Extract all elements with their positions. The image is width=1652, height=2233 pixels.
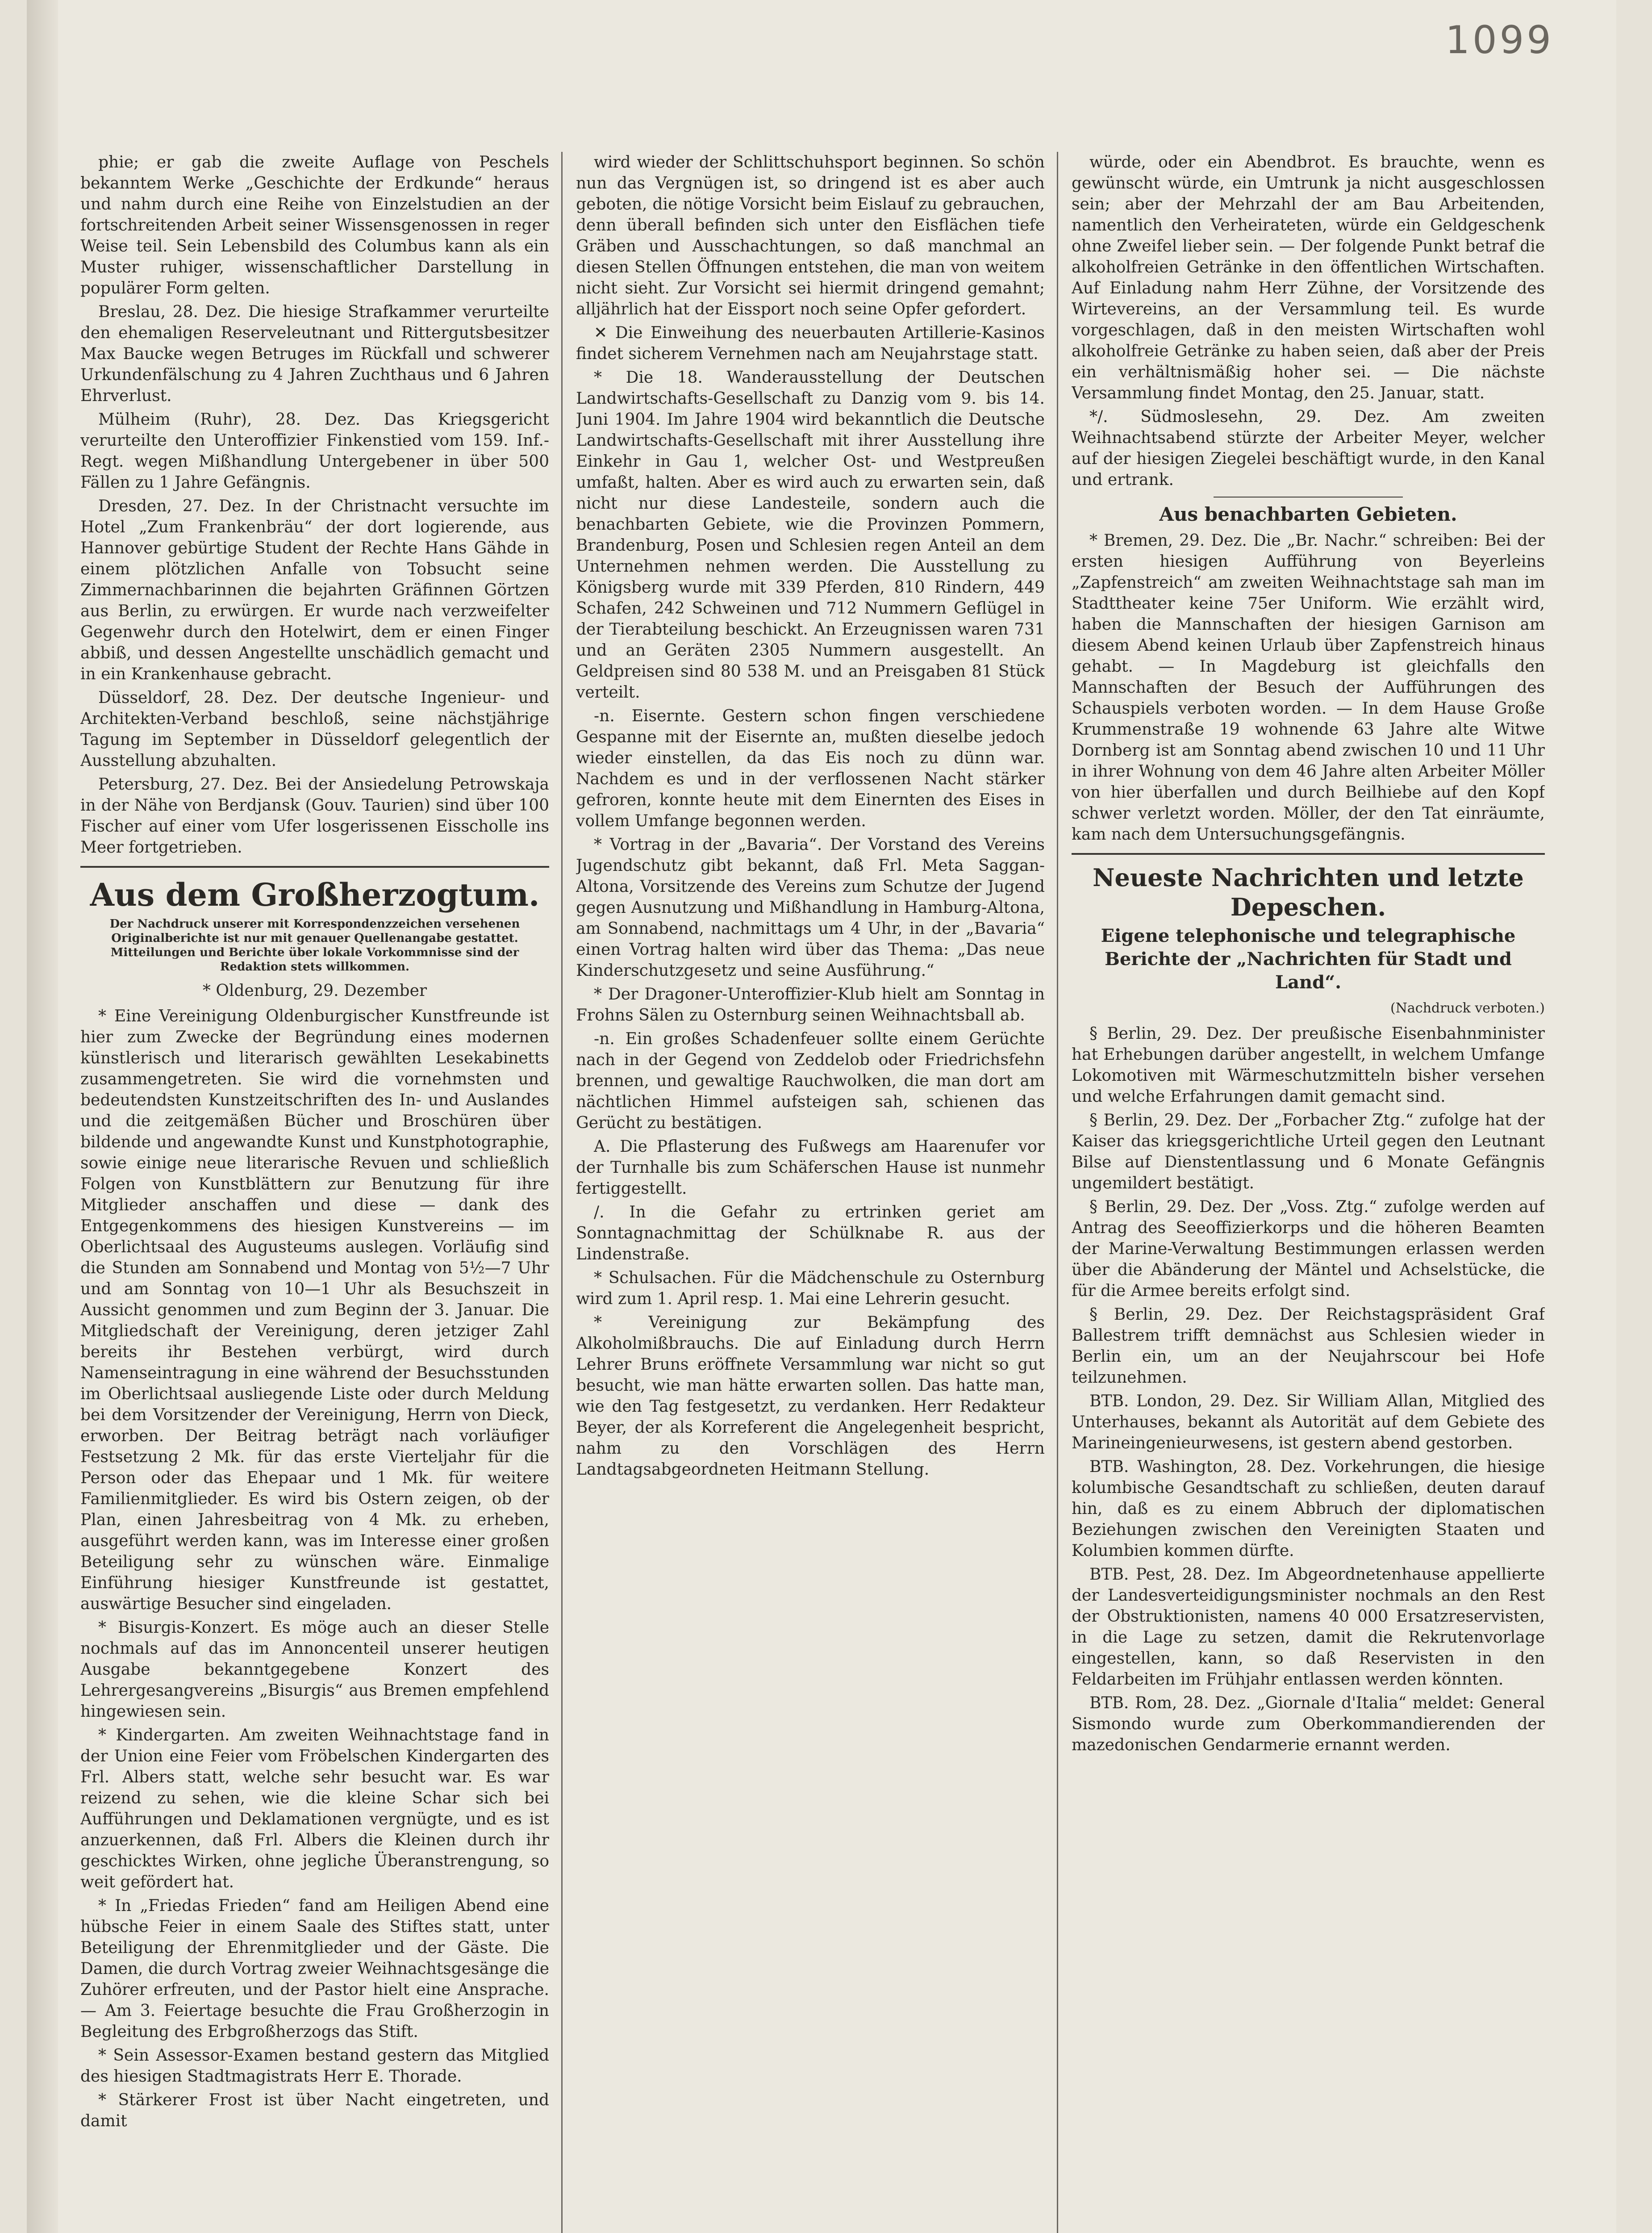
- paragraph: Düsseldorf, 28. Dez. Der deutsche Ingenieur- und Architekten-Verband beschloß, seine nächstjährige Tagung im September in Düsseldorf gelegentlich der Ausstellung abzuhalten.: [80, 689, 549, 770]
- paragraph: phie; er gab die zweite Auflage von Peschels bekanntem Werke „Geschichte der Erdkunde“ heraus und nahm durch eine Reihe von Einzelstudien an der fortschreitenden Arbeit seiner Wissensgenossen in reger Weise teil. Sein Lebensbild des Columbus kann als ein Muster ruhiger, wissenschaftlicher Darstellung in populärer Form gelten.: [80, 153, 549, 297]
- paragraph: Mülheim (Ruhr), 28. Dez. Das Kriegsgericht verurteilte den Unteroffizier Finkenstied vom 159. Inf.-Regt. wegen Mißhandlung Untergebener in über 500 Fällen zu 1 Jahre Gefängnis.: [80, 410, 549, 492]
- paragraph: * Der Dragoner-Unteroffizier-Klub hielt am Sonntag in Frohns Sälen zu Osternburg seinen Weihnachtsball ab.: [576, 985, 1045, 1025]
- section-divider: [1072, 853, 1545, 855]
- reprint-note: (Nachdruck verboten.): [1390, 1000, 1545, 1016]
- paragraph: -n. Eisernte. Gestern schon fingen verschiedene Gespanne mit der Eisernte an, mußten dieselbe jedoch wieder einstellen, da das Eis noch zu dünn war. Nachdem es und in der verflossenen Nacht stärker gefroren, konnte heute mit dem Einernten des Eises in vollem Umfange begonnen werden.: [576, 707, 1045, 830]
- page-binding: [27, 0, 58, 2233]
- news-item: BTB. Pest, 28. Dez. Im Abgeordnetenhause appellierte der Landesverteidigungsminister nochmals an den Rest der Obstruktionisten, namens 40 000 Ersatzreservisten, in die Lage zu setzen, damit die Rekrutenvorlage eingestellen, kann, so daß Reservisten in den Feldarbeiten im Frühjahr entlassen werden könnten.: [1072, 1565, 1545, 1689]
- paragraph: * Vereinigung zur Bekämpfung des Alkoholmißbrauchs. Die auf Einladung durch Herrn Lehrer Bruns eröffnete Versammlung war nicht so gut besucht, wie man hätte erwarten sollen. Das hatte man, wie den Tag festgesetzt, zu verdanken. Herr Redakteur Beyer, der als Korreferent die Angelegenheit bespricht, nahm zu den Vorschlägen des Herrn Landtagsabgeordneten Heitmann Stellung.: [576, 1313, 1045, 1479]
- news-title: Neueste Nachrichten und letzte Depeschen.: [1093, 863, 1524, 921]
- article: * Bisurgis-Konzert. Es möge auch an dieser Stelle nochmals auf das im Annoncenteil unserer heutigen Ausgabe bekanntgegebene Konzert des Lehrergesangvereins „Bisurgis“ aus Bremen empfehlend hingewiesen sein.: [80, 1618, 549, 1721]
- dateline: * Oldenburg, 29. Dezember: [202, 982, 427, 1000]
- paragraph: Breslau, 28. Dez. Die hiesige Strafkammer verurteilte den ehemaligen Reserveleutnant und Rittergutsbesitzer Max Baucke wegen Betruges im Rückfall und schwerer Urkundenfälschung zu 4 Jahren Zuchthaus und 6 Jahren Ehrverlust.: [80, 303, 549, 405]
- paragraph: * Die 18. Wanderausstellung der Deutschen Landwirtschafts-Gesellschaft zu Danzig vom 9. bis 14. Juni 1904. Im Jahre 1904 wird bekanntlich die Deutsche Landwirtschafts-Gesellschaft mit ihrer Ausstellung ihre Einkehr in Gau 1, welcher Ost- und Westpreußen umfaßt, halten. Aber es wird auch zu erwarten sein, daß nicht nur diese Landesteile, sondern auch die benachbarten Gebiete, wie die Provinzen Pommern, Brandenburg, Posen und Schlesien regen Anteil an dem Unternehmen nehmen werden. Die Ausstellung zu Königsberg wurde mit 339 Pferden, 810 Rindern, 449 Schafen, 242 Schweinen und 712 Nummern Geflügel in der Tierabteilung beschickt. An Erzeugnissen waren 731 und an Geräten 2305 Nummern ausgestellt. An Geldpreisen sind 80 538 M. und an Preisgaben 81 Stück verteilt.: [576, 368, 1045, 702]
- paragraph: /. In die Gefahr zu ertrinken geriet am Sonntagnachmittag der Schülknabe R. aus der Lindenstraße.: [576, 1203, 1045, 1263]
- article: * Eine Vereinigung Oldenburgischer Kunstfreunde ist hier zum Zwecke der Begründung eines modernen künstlerisch und literarisch gewählten Lesekabinetts zusammengetreten. Sie wird die vornehmsten und bedeutendsten Kunstzeitschriften des In- und Auslandes und die zeitgemäßen Bücher und Broschüren über bildende und angewandte Kunst und Kunstphotographie, sowie einige neue literarische Revuen und schließlich Folgen von Kunstblättern zur Benutzung für ihre Mitglieder anschaffen und diese — dank des Entgegenkommens des hiesigen Kunstvereins — im Oberlichtsaal des Augusteums auslegen. Vorläufig sind die Stunden am Sonnabend und Montag von 5½—7 Uhr und am Sonntag von 10—1 Uhr als Besuchszeit in Aussicht genommen und zum Beginn der 3. Januar. Die Mitgliedschaft der Vereinigung, deren jetziger Zahl bereits ihr Bestehen verbürgt, wird durch Namenseintragung in eine während der Besuchsstunden im Oberlichtsaal ausliegende Liste oder durch Meldung bei dem Vorsitzender der Vereinigung, Herrn von Dieck, erworben. Der Beitrag beträgt nach vorläufiger Festsetzung 2 Mk. für das erste Vierteljahr für die Person oder das Ehepaar und 1 Mk. für weitere Familienmitglieder. Es wird bis Ostern zeigen, ob der Plan, einen Jahresbeitrag von 4 Mk. zu erheben, ausgeführt werden kann, was im Interesse einer großen Beteiligung sehr zu wünschen wäre. Einmalige Einführung hiesiger Kunstfreunde ist gestattet, auswärtige Besucher sind eingeladen.: [80, 1007, 549, 1613]
- news-item: § Berlin, 29. Dez. Der Reichstagspräsident Graf Ballestrem trifft demnächst aus Schlesien wieder in Berlin ein, um an der Neujahrscour bei Hofe teilzunehmen.: [1072, 1305, 1545, 1387]
- news-item: BTB. Rom, 28. Dez. „Giornale d'Italia“ meldet: General Sismondo wurde zum Oberkommandierenden der mazedonischen Gendarmerie ernannt werden.: [1072, 1694, 1545, 1754]
- paragraph: ✕ Die Einweihung des neuerbauten Artillerie-Kasinos findet sicherem Vernehmen nach am Neujahrstage statt.: [576, 324, 1045, 363]
- column-rule: [1057, 152, 1058, 2233]
- section-subtitle: Der Nachdruck unserer mit Korrespondenzzeichen versehenen Originalberichte ist nur mit genauer Quellenangabe gestattet. Mitteilungen und Berichte über lokale Vorkommnisse sind der Redaktion stets willkommen.: [109, 917, 520, 974]
- paragraph: -n. Ein großes Schadenfeuer sollte einem Gerüchte nach in der Gegend von Zeddelob oder Friedrichsfehn brennen, und gewaltige Rauchwolken, die man dort am nächtlichen Himmel aufsteigen sah, schienen das Gerücht zu bestätigen.: [576, 1030, 1045, 1132]
- article: * Bremen, 29. Dez. Die „Br. Nachr.“ schreiben: Bei der ersten hiesigen Aufführung von Beyerleins „Zapfenstreich“ am zweiten Weihnachtstage sah man im Stadttheater keine 75er Uniform. Wie erzählt wird, haben die Mannschaften der hiesigen Garnison am diesem Abend keinen Urlaub über Zapfenstreich hinaus gehabt. — In Magdeburg ist gleichfalls den Mannschaften der Besuch der Aufführungen des Schauspiels verboten worden. — In dem Hause Große Krummenstraße 19 wohnende 63 Jahre alte Witwe Dornberg ist am Sonntag abend zwischen 10 und 11 Uhr in ihrer Wohnung von dem 46 Jahre alten Arbeiter Möller von hier überfallen und durch Beilhiebe auf den Kopf schwer verletzt worden. Möller, der den Tat einräumte, kam nach dem Untersuchungsgefängnis.: [1072, 531, 1545, 844]
- section-divider: [80, 866, 549, 868]
- news-item: § Berlin, 29. Dez. Der „Voss. Ztg.“ zufolge werden auf Antrag des Seeoffizierkorps und die höheren Beamten der Marine-Verwaltung Bestimmungen erlassen werden über die Abänderung der Mäntel und Achselstücke, die für die Armee bereits erfolgt sind.: [1072, 1198, 1545, 1300]
- newspaper-page: [27, 0, 1616, 2233]
- article: * Sein Assessor-Examen bestand gestern das Mitglied des hiesigen Stadtmagistrats Herr E. Thorade.: [80, 2046, 549, 2086]
- article: * Kindergarten. Am zweiten Weihnachtstage fand in der Union eine Feier vom Fröbelschen Kindergarten des Frl. Albers statt, welche sehr besucht war. Es war reizend zu sehen, wie die kleine Schar sich bei Aufführungen und Deklamationen vergnügte, und es ist anzuerkennen, daß Frl. Albers die Kleinen durch ihr geschicktes Wirken, ohne jegliche Überanstrengung, so weit gefördert hat.: [80, 1726, 549, 1891]
- paragraph: * Vortrag in der „Bavaria“. Der Vorstand des Vereins Jugendschutz gibt bekannt, daß Frl. Meta Saggan-Altona, Vorsitzende des Vereins zum Schutze der Jugend gegen Ausnutzung und Mißhandlung in Hamburg-Altona, am Sonnabend, nachmittags um 4 Uhr, in der „Bavaria“ einen Vortrag halten wird über das Thema: „Das neue Kinderschutzgesetz und seine Ausführung.“: [576, 836, 1045, 980]
- article: * Stärkerer Frost ist über Nacht eingetreten, und damit: [80, 2091, 549, 2130]
- article: * In „Friedas Frieden“ fand am Heiligen Abend eine hübsche Feier in einem Saale des Stiftes statt, unter Beteiligung der Ehrenmitglieder und der Gäste. Die Damen, die durch Vortrag zweier Weihnachtsgesänge die Zuhörer erfreuten, und der Pastor hielt eine Ansprache. — Am 3. Feiertage besuchte die Frau Großherzogin in Begleitung des Erbgroßherzogs das Stift.: [80, 1897, 549, 2041]
- news-item: § Berlin, 29. Dez. Der preußische Eisenbahnminister hat Erhebungen darüber angestellt, in welchem Umfange Lokomotiven mit Wärmeschutzmitteln bisher versehen und welche Erfahrungen damit gemacht sind.: [1072, 1025, 1545, 1106]
- page-number: 1099: [1445, 18, 1554, 63]
- divider: [1214, 497, 1403, 498]
- section-title-neighbors: Aus benachbarten Gebieten.: [1159, 503, 1457, 525]
- paragraph: * Schulsachen. Für die Mädchenschule zu Osternburg wird zum 1. April resp. 1. Mai eine Lehrerin gesucht.: [576, 1269, 1045, 1308]
- news-item: § Berlin, 29. Dez. Der „Forbacher Ztg.“ zufolge hat der Kaiser das kriegsgerichtliche Urteil gegen den Leutnant Bilse auf Dienstentlassung und 6 Monate Gefängnis ungemildert bestätigt.: [1072, 1111, 1545, 1192]
- paragraph: wird wieder der Schlittschuhsport beginnen. So schön nun das Vergnügen ist, so dringend ist es aber auch geboten, die nötige Vorsicht beim Eislauf zu gebrauchen, denn überall befinden sich unter den Eisflächen tiefe Gräben und Ausschachtungen, so daß manchmal an diesen Stellen Öffnungen entstehen, die man von weitem nicht sieht. Zur Vorsicht sei hiermit dringend gemahnt; alljährlich hat der Eissport noch seine Opfer gefordert.: [576, 153, 1045, 318]
- column-2: [576, 152, 1045, 2233]
- paragraph: würde, oder ein Abendbrot. Es brauchte, wenn es gewünscht würde, ein Umtrunk ja nicht ausgeschlossen sein; aber der Mehrzahl der am Bau Arbeitenden, namentlich den Verheirateten, würde ein Geldgeschenk ohne Zweifel lieber sein. — Der folgende Punkt betraf die alkoholfreien Getränke in den öffentlichen Wirtschaften. Auf Einladung nahm Herr Zühne, der Vorsitzende des Wirtevereins, an der Versammlung teil. Es wurde vorgeschlagen, daß in den meisten Wirtschaften wohl alkoholfreie Getränke zu haben seien, daß aber der Preis ein verhältnismäßig hoher sei. — Die nächste Versammlung findet Montag, den 25. Januar, statt.: [1072, 153, 1545, 402]
- paragraph: */. Südmoslesehn, 29. Dez. Am zweiten Weihnachtsabend stürzte der Arbeiter Meyer, welcher auf der hiesigen Ziegelei beschäftigt wurde, in den Kanal und ertrank.: [1072, 408, 1545, 489]
- news-item: BTB. London, 29. Dez. Sir William Allan, Mitglied des Unterhauses, bekannt als Autorität auf dem Gebiete des Marineingenieurwesens, ist gestern abend gestorben.: [1072, 1392, 1545, 1452]
- column-1: [80, 152, 549, 2233]
- news-subtitle: Eigene telephonische und telegraphische Berichte der „Nachrichten für Stadt und Land“.: [1101, 925, 1516, 993]
- section-title: Aus dem Großherzogtum.: [90, 876, 540, 913]
- paragraph: A. Die Pflasterung des Fußwegs am Haarenufer vor der Turnhalle bis zum Schäferschen Hause ist nunmehr fertiggestellt.: [576, 1137, 1045, 1198]
- column-3: [1072, 152, 1545, 2233]
- news-item: BTB. Washington, 28. Dez. Vorkehrungen, die hiesige kolumbische Gesandtschaft zu schließen, deuten darauf hin, daß es zu einem Abbruch der diplomatischen Beziehungen zwischen den Vereinigten Staaten und Kolumbien kommen dürfte.: [1072, 1458, 1545, 1560]
- column-rule: [561, 152, 563, 2233]
- paragraph: Petersburg, 27. Dez. Bei der Ansiedelung Petrowskaja in der Nähe von Berdjansk (Gouv. Taurien) sind über 100 Fischer auf einer vom Ufer losgerissenen Eisscholle ins Meer fortgetrieben.: [80, 775, 549, 857]
- paragraph: Dresden, 27. Dez. In der Christnacht versuchte im Hotel „Zum Frankenbräu“ der dort logierende, aus Hannover gebürtige Student der Rechte Hans Gähde in einem plötzlichen Anfalle von Tobsucht seine Zimmernachbarinnen die bejahrten Gräfinnen Görtzen aus Berlin, zu erwürgen. Er wurde nach verzweifelter Gegenwehr durch den Hotelwirt, dem er einen Finger abbiß, und dessen Angestellte unschädlich gemacht und in ein Krankenhause gebracht.: [80, 497, 549, 683]
